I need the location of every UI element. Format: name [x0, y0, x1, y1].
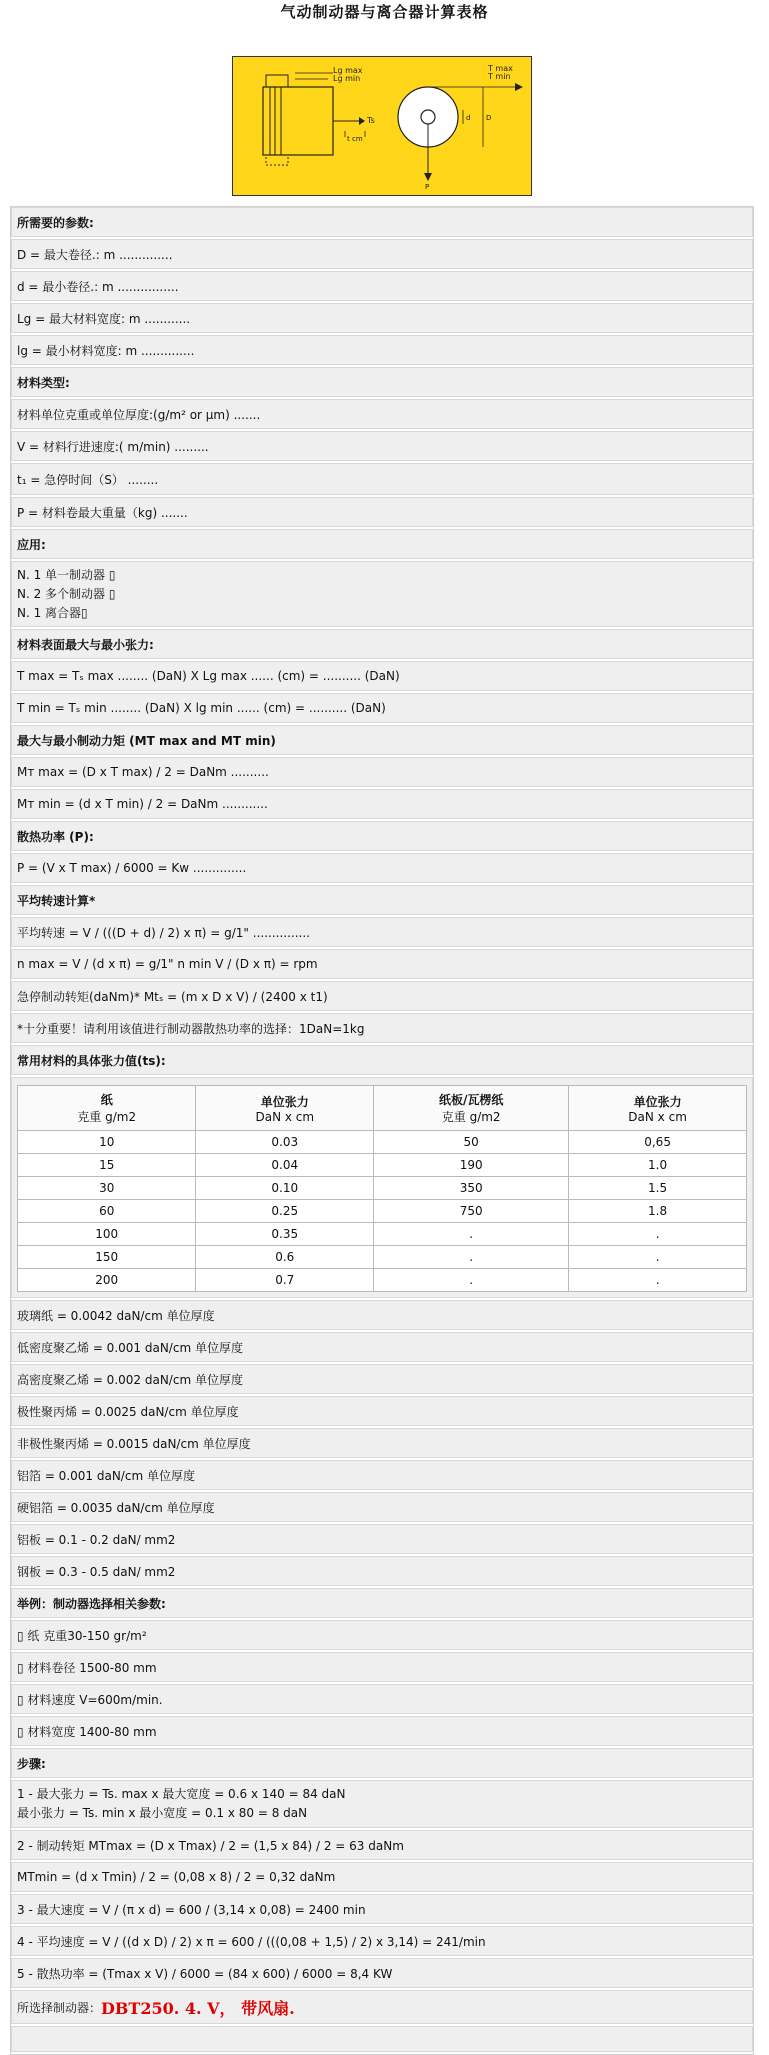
section-heading-text: 平均转速计算*: [17, 893, 96, 908]
row-text: ▯ 材料速度 V=600m/min.: [17, 1692, 163, 1707]
header-bottom: DaN x cm: [255, 1109, 315, 1124]
d-label: d: [466, 114, 471, 122]
header-bottom: DaN x cm: [628, 1109, 687, 1124]
param-row: [11, 399, 753, 431]
section-heading: [11, 207, 753, 239]
header-top: 单位张力: [260, 1094, 309, 1109]
parameters-table: [10, 206, 754, 2055]
table-cell: .: [569, 1269, 747, 1292]
param-row: [11, 853, 753, 885]
row-text: 非极性聚丙烯 = 0.0015 daN/cm 单位厚度: [17, 1436, 251, 1451]
row-text: 5 - 散热功率 = (Tmax x V) / 6000 = (84 x 600) / 6000 = 8,4 KW: [17, 1966, 393, 1981]
param-row: [11, 1684, 753, 1716]
param-row: [11, 1556, 753, 1588]
row-text: *十分重要！请利用该值进行制动器散热功率的选择：1DaN=1kg: [17, 1021, 365, 1036]
section-heading: [11, 1045, 753, 1077]
param-row: [11, 1428, 753, 1460]
param-row: [11, 239, 753, 271]
row-text: P = 材料卷最大重量（kg) .......: [17, 505, 188, 520]
page-title: 气动制动器与离合器计算表格: [280, 3, 489, 21]
param-row: [11, 917, 753, 949]
table-cell: 15: [18, 1154, 196, 1177]
t-max-label: T max: [488, 64, 513, 73]
param-row: [11, 335, 753, 367]
t-cm-label: t cm: [347, 135, 363, 143]
table-cell: .: [374, 1269, 569, 1292]
row-text: 高密度聚乙烯 = 0.002 daN/cm 单位厚度: [17, 1372, 243, 1387]
section-heading: [11, 629, 753, 661]
row-text: 钢板 = 0.3 - 0.5 daN/ mm2: [17, 1564, 176, 1579]
table-cell: 750: [374, 1200, 569, 1223]
table-cell: 50: [374, 1131, 569, 1154]
tension-header-cell: [569, 1086, 747, 1131]
param-row: [11, 1364, 753, 1396]
section-heading-text: 常用材料的具体张力值(ts):: [17, 1053, 166, 1068]
section-heading-text: 步骤:: [17, 1756, 46, 1771]
header-top: 单位张力: [633, 1094, 682, 1109]
row-text: 急停制动转矩(daNm)* Mtₛ = (m x D x V) / (2400 x t1): [17, 989, 328, 1004]
ts-label: Ts: [367, 116, 375, 125]
table-cell: 1.5: [569, 1177, 747, 1200]
row-text: Lg = 最大材料宽度: m ............: [17, 311, 191, 326]
row-text: ▯ 材料宽度 1400-80 mm: [17, 1724, 157, 1739]
p-label: P: [425, 183, 430, 191]
row-text: 2 - 制动转矩 MTmax = (D x Tmax) / 2 = (1,5 x 84) / 2 = 63 daNm: [17, 1838, 404, 1853]
param-row: [11, 693, 753, 725]
param-row: [11, 1396, 753, 1428]
table-cell: 150: [18, 1246, 196, 1269]
param-row: [11, 271, 753, 303]
table-cell: 1.8: [569, 1200, 747, 1223]
t-min-label: T min: [488, 72, 511, 81]
table-cell: 0.25: [196, 1200, 374, 1223]
table-cell: 30: [18, 1177, 196, 1200]
table-cell: 0.10: [196, 1177, 374, 1200]
header-top: 纸: [100, 1093, 113, 1107]
row-text: 极性聚丙烯 = 0.0025 daN/cm 单位厚度: [17, 1404, 239, 1419]
lg-max-label: Lg max: [333, 66, 363, 75]
table-cell: 60: [18, 1200, 196, 1223]
table-row: [18, 1223, 747, 1246]
lg-min-label: Lg min: [333, 74, 361, 83]
param-row: [11, 1830, 753, 1862]
core-icon: [266, 75, 288, 87]
row-text: 铝箔 = 0.001 daN/cm 单位厚度: [17, 1468, 195, 1483]
param-row: [11, 431, 753, 463]
param-row: [11, 1013, 753, 1045]
param-row: [11, 1652, 753, 1684]
section-heading-text: 举例：制动器选择相关参数:: [17, 1596, 166, 1611]
row-text: 3 - 最大速度 = V / (π x d) = 600 / (3,14 x 0,08) = 2400 min: [17, 1902, 366, 1917]
empty-row: [11, 2026, 753, 2054]
section-heading: [11, 1748, 753, 1780]
row-text: 材料单位克重或单位厚度:(g/m² or μm) .......: [17, 407, 261, 422]
row-text: 低密度聚乙烯 = 0.001 daN/cm 单位厚度: [17, 1340, 243, 1355]
param-row: [11, 497, 753, 529]
row-text: 4 - 平均速度 = V / ((d x D) / 2) x π = 600 / (((0,08 + 1,5) / 2) x 3,14) = 241/min: [17, 1934, 486, 1949]
param-row: [11, 463, 753, 497]
param-row: [11, 1300, 753, 1332]
row-text: Mᴛ max = (D x T max) / 2 = DaNm ..........: [17, 765, 269, 779]
section-heading-text: 材料类型:: [17, 375, 70, 390]
table-cell: 1.0: [569, 1154, 747, 1177]
param-row: [11, 1492, 753, 1524]
section-heading: [11, 821, 753, 853]
row-text: T min = Tₛ min ........ (DaN) X lg min ...... (cm) = .......... (DaN): [17, 701, 386, 715]
table-cell: 0.7: [196, 1269, 374, 1292]
param-row: [11, 1716, 753, 1748]
core-icon: [266, 155, 288, 165]
section-heading: [11, 725, 753, 757]
row-line: N. 1 单一制动器 ▯: [17, 567, 116, 582]
row-text: 平均转速 = V / (((D + d) / 2) x π) = g/1" ...............: [17, 925, 310, 940]
tension-table-box: [11, 1077, 753, 1300]
section-heading: [11, 885, 753, 917]
section-heading-text: 最大与最小制动力矩 (MT max and MT min): [17, 733, 276, 748]
param-row: [11, 1958, 753, 1990]
param-row: [11, 1460, 753, 1492]
table-cell: .: [374, 1246, 569, 1269]
tension-header-cell: [196, 1086, 374, 1131]
section-heading-text: 散热功率 (P):: [17, 829, 94, 844]
selected-brake-row: [11, 1990, 753, 2026]
table-cell: 100: [18, 1223, 196, 1246]
table-cell: 0.04: [196, 1154, 374, 1177]
row-text: T max = Tₛ max ........ (DaN) X Lg max ...... (cm) = .......... (DaN): [17, 669, 400, 683]
param-row: [11, 949, 753, 981]
selected-brake-value: DBT250. 4. V， 带风扇.: [101, 1998, 295, 2018]
param-row: [11, 757, 753, 789]
arrow-right-icon: [359, 117, 365, 125]
section-heading: [11, 367, 753, 399]
brake-diagram-svg: [233, 57, 531, 195]
core-circle-icon: [421, 110, 435, 124]
table-row: [18, 1131, 747, 1154]
arrow-down-icon: [424, 173, 432, 181]
row-text: Mᴛ min = (d x T min) / 2 = DaNm ............: [17, 797, 268, 811]
arrow-right-icon: [515, 83, 523, 91]
row-text: D = 最大卷径.: m ..............: [17, 247, 173, 262]
param-row: [11, 1332, 753, 1364]
table-cell: 350: [374, 1177, 569, 1200]
param-row: [11, 303, 753, 335]
row-line: 1 - 最大张力 = Ts. max x 最大宽度 = 0.6 x 140 = 84 daN: [17, 1787, 346, 1801]
selected-brake-label: 所选择制动器：: [17, 2000, 102, 2015]
tension-table: [17, 1085, 747, 1292]
table-cell: 0.03: [196, 1131, 374, 1154]
param-row: [11, 789, 753, 821]
roll-side-icon: [263, 87, 333, 155]
table-cell: 0.6: [196, 1246, 374, 1269]
table-cell: 10: [18, 1131, 196, 1154]
param-row: [11, 981, 753, 1013]
tension-header-cell: [374, 1086, 569, 1131]
param-row: [11, 1926, 753, 1958]
param-row: [11, 1894, 753, 1926]
row-text: V = 材料行进速度:( m/min) .........: [17, 439, 209, 454]
big-d-label: D: [486, 114, 492, 122]
row-text: ▯ 纸 克重30-150 gr/m²: [17, 1628, 147, 1643]
param-row: [11, 661, 753, 693]
row-text: lg = 最小材料宽度: m ..............: [17, 343, 195, 358]
section-heading-text: 材料表面最大与最小张力:: [17, 637, 154, 652]
section-heading: [11, 1588, 753, 1620]
param-row: [11, 1524, 753, 1556]
section-heading-text: 所需要的参数:: [17, 215, 94, 230]
row-text: ▯ 材料卷径 1500-80 mm: [17, 1660, 157, 1675]
param-row: [11, 561, 753, 629]
table-row: [18, 1177, 747, 1200]
header-top: 纸板/瓦楞纸: [438, 1093, 504, 1107]
row-line: N. 1 离合器▯: [17, 605, 88, 620]
table-cell: .: [569, 1246, 747, 1269]
table-cell: 0,65: [569, 1131, 747, 1154]
table-cell: .: [374, 1223, 569, 1246]
param-row: [11, 1862, 753, 1894]
brake-diagram: [232, 56, 532, 196]
table-row: [18, 1154, 747, 1177]
row-text: d = 最小卷径.: m ................: [17, 279, 179, 294]
table-cell: 0.35: [196, 1223, 374, 1246]
table-cell: 200: [18, 1269, 196, 1292]
section-heading: [11, 529, 753, 561]
section-heading-text: 应用:: [17, 537, 46, 552]
table-cell: 190: [374, 1154, 569, 1177]
table-row: [18, 1200, 747, 1223]
row-text: P = (V x T max) / 6000 = Kw ..............: [17, 861, 247, 875]
row-text: n max = V / (d x π) = g/1" n min V / (D x π) = rpm: [17, 957, 318, 971]
row-text: t₁ = 急停时间（S） ........: [17, 472, 159, 487]
row-text: MTmin = (d x Tmin) / 2 = (0,08 x 8) / 2 = 0,32 daNm: [17, 1870, 336, 1884]
row-text: 硬铝箔 = 0.0035 daN/cm 单位厚度: [17, 1500, 215, 1515]
row-text: 玻璃纸 = 0.0042 daN/cm 单位厚度: [17, 1308, 215, 1323]
table-row: [18, 1269, 747, 1292]
param-row: [11, 1780, 753, 1830]
row-line: N. 2 多个制动器 ▯: [17, 586, 116, 601]
header-bottom: 克重 g/m2: [77, 1110, 137, 1124]
row-text: 铝板 = 0.1 - 0.2 daN/ mm2: [17, 1532, 176, 1547]
table-cell: .: [569, 1223, 747, 1246]
header-bottom: 克重 g/m2: [441, 1110, 501, 1124]
table-row: [18, 1246, 747, 1269]
param-row: [11, 1620, 753, 1652]
row-line: 最小张力 = Ts. min x 最小宽度 = 0.1 x 80 = 8 daN: [17, 1806, 308, 1820]
tension-header-cell: [18, 1086, 196, 1131]
